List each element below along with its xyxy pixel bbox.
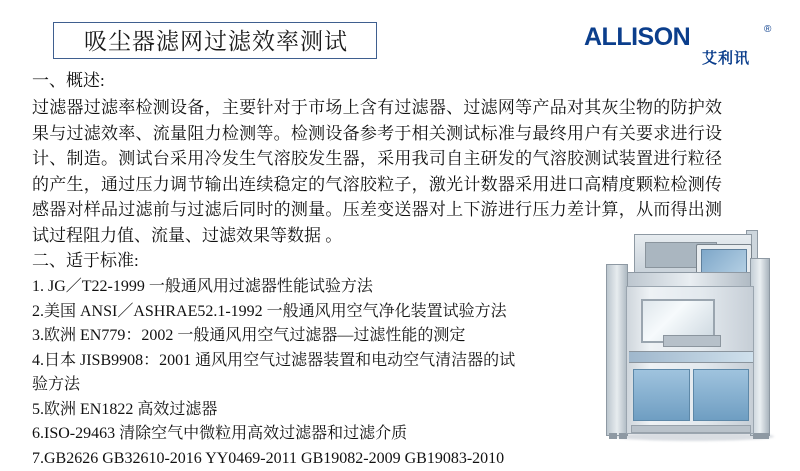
machine-foot	[753, 433, 761, 439]
list-item: 1. JG／T22-1999 一般通风用过滤器性能试验方法	[32, 275, 768, 300]
machine-base	[631, 425, 751, 433]
machine-lower-doors	[633, 369, 749, 421]
list-item: 2.美国 ANSI／ASHRAE52.1-1992 一般通风用空气净化装置试验方法	[32, 300, 768, 325]
company-logo	[584, 23, 784, 65]
page-title-box	[53, 22, 377, 59]
list-item: 6.ISO-29463 清除空气中微粒用高效过滤器和过滤介质	[32, 422, 768, 447]
machine-door-left	[633, 369, 690, 421]
list-item: 4.日本 JISB9908：2001 通风用空气过滤器装置和电动空气清洁器的试	[32, 349, 768, 374]
machine-control-strip	[629, 351, 753, 363]
standards-heading: 二、适于标准:	[32, 248, 768, 274]
logo-wordmark: ALLISON	[584, 23, 690, 52]
machine-door-right	[693, 369, 750, 421]
overview-heading: 一、概述:	[32, 68, 768, 94]
machine-foot	[609, 433, 617, 439]
registered-trademark-icon: ®	[764, 24, 771, 35]
page-title: 吸尘器滤网过滤效率测试	[54, 23, 378, 60]
equipment-photo	[600, 228, 790, 450]
machine-foot	[761, 433, 769, 439]
list-item: 验方法	[32, 373, 768, 398]
logo-chinese-name: 艾利讯	[702, 47, 750, 68]
machine-glass-window	[641, 299, 715, 343]
list-item: 5.欧洲 EN1822 高效过滤器	[32, 398, 768, 423]
machine-left-column	[606, 264, 628, 436]
machine-sample-tray	[663, 335, 721, 347]
overview-paragraph: 过滤器过滤率检测设备，主要针对于市场上含有过滤器、过滤网等产品对其灰尘物的防护效果与过滤效率、流量阻力检测等。检测设备参考于相关测试标准与最终用户有关要求进行设计、制造。测试台采用冷发生气溶胶发生器，采用我司自主研发的气溶胶测试装置进行粒径的产生，通过压力调节输出连续稳定的气溶胶粒子，激光计数器采用进口高精度颗粒检测传感器对样品过滤前与过滤后同时的测量。压差变送器对上下游进行压力差计算，从而得出测试过程阻力值、流量、过滤效果等数据 。	[32, 95, 722, 248]
list-item: 7.GB2626 GB32610-2016 YY0469-2011 GB19082-2009 GB19083-2010	[32, 447, 768, 471]
machine-main-cabinet	[626, 286, 754, 434]
list-item: 3.欧洲 EN779：2002 一般通风用空气过滤器—过滤性能的测定	[32, 324, 768, 349]
